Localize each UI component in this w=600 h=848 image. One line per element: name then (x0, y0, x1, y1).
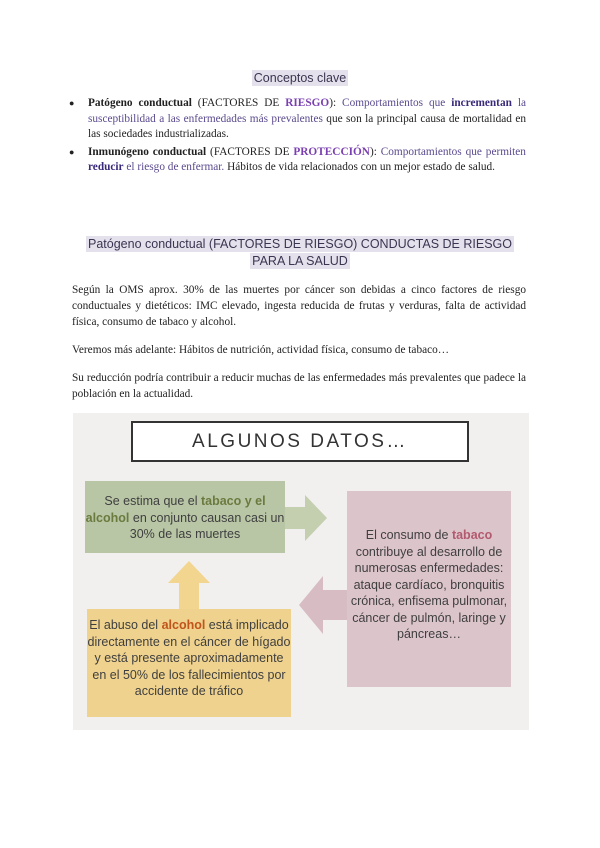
def-rest: Hábitos de vida relacionados con un mejor estado de salud. (224, 161, 495, 173)
section-heading (60, 236, 540, 270)
reduce-keyword: reducir (88, 161, 124, 173)
concepts-list (88, 96, 526, 178)
term-immunogen: Inmunógeno conductual (88, 145, 207, 158)
up-arrow-icon (168, 561, 210, 609)
paren-open: (FACTORES DE (206, 145, 294, 158)
def-suffix: la susceptibilidad a las enfermedades más prevalentes (88, 97, 526, 125)
left-arrow-icon (299, 576, 347, 634)
pink-text-a: El consumo de (365, 528, 452, 542)
infographic-title: ALGUNOS DATOS… (131, 421, 469, 462)
paren-open: (FACTORES DE (191, 97, 286, 109)
box-tobacco-alcohol (85, 481, 285, 553)
concepts-heading (60, 70, 540, 87)
protection-keyword: PROTECCIÓN (293, 145, 370, 158)
def-prefix: Comportamientos que permiten (380, 145, 526, 158)
green-text-a: Se estima que el (104, 494, 201, 508)
paragraph-oms: Según la OMS aprox. 30% de las muertes por cáncer son debidas a cinco factores de riesgo conductuales y dietéticos: IMC elevado, ingesta reducida de frutas y verduras, falta de actividad física, consumo de tabaco y alcohol. (72, 284, 526, 328)
green-text-b: en conjunto causan casi un 30% de las muertes (129, 510, 285, 541)
paren-close: ): (369, 145, 381, 158)
paragraph-later: Veremos más adelante: Hábitos de nutrición, actividad física, consumo de tabaco… (72, 344, 450, 356)
pink-text-b: contribuye al desarrollo de numerosas enfermedades: ataque cardíaco, bronquitis crónica, enfisema pulmonar, cáncer de pulmón, laringe y páncreas… (350, 544, 508, 641)
section-heading-line1: Patógeno conductual (FACTORES DE RIESGO) CONDUCTAS DE RIESGO (88, 237, 512, 251)
def-rest: que son la principal causa de mortalidad en las sociedades industrializadas. (88, 112, 526, 140)
risk-keyword: RIESGO (285, 97, 330, 109)
concept-item-risk (88, 96, 526, 143)
box-alcohol-abuse (87, 609, 291, 717)
term-pathogen: Patógeno conductual (88, 97, 192, 109)
yellow-text-a: El abuso del (89, 618, 162, 632)
section-heading-line2: PARA LA SALUD (252, 254, 348, 268)
paren-close: ): (329, 97, 343, 109)
box-tobacco-diseases (347, 491, 511, 687)
concepts-heading-text: Conceptos clave (253, 71, 347, 85)
yellow-highlight: alcohol (161, 618, 206, 632)
right-arrow-shape (285, 495, 327, 541)
infographic (73, 413, 529, 730)
increase-keyword: incrementan (451, 97, 512, 109)
green-highlight: tabaco y el alcohol (85, 494, 266, 525)
paragraph-reduction: Su reducción podría contribuir a reducir muchas de las enfermedades más prevalentes que padece la población en la actualidad. (72, 372, 526, 400)
yellow-text-b: está implicado directamente en el cáncer de hígado y está presente aproximadamente en el 50% de los fallecimientos por accidente de tráfico (87, 618, 291, 698)
pink-highlight: tabaco (451, 528, 493, 542)
def-prefix: Comportamientos que (342, 97, 452, 109)
left-arrow-shape (299, 576, 347, 634)
up-arrow-shape (168, 561, 210, 609)
def-suffix: el riesgo de enfermar. (123, 161, 225, 173)
right-arrow-icon (285, 495, 327, 541)
concept-item-protection (88, 145, 526, 176)
